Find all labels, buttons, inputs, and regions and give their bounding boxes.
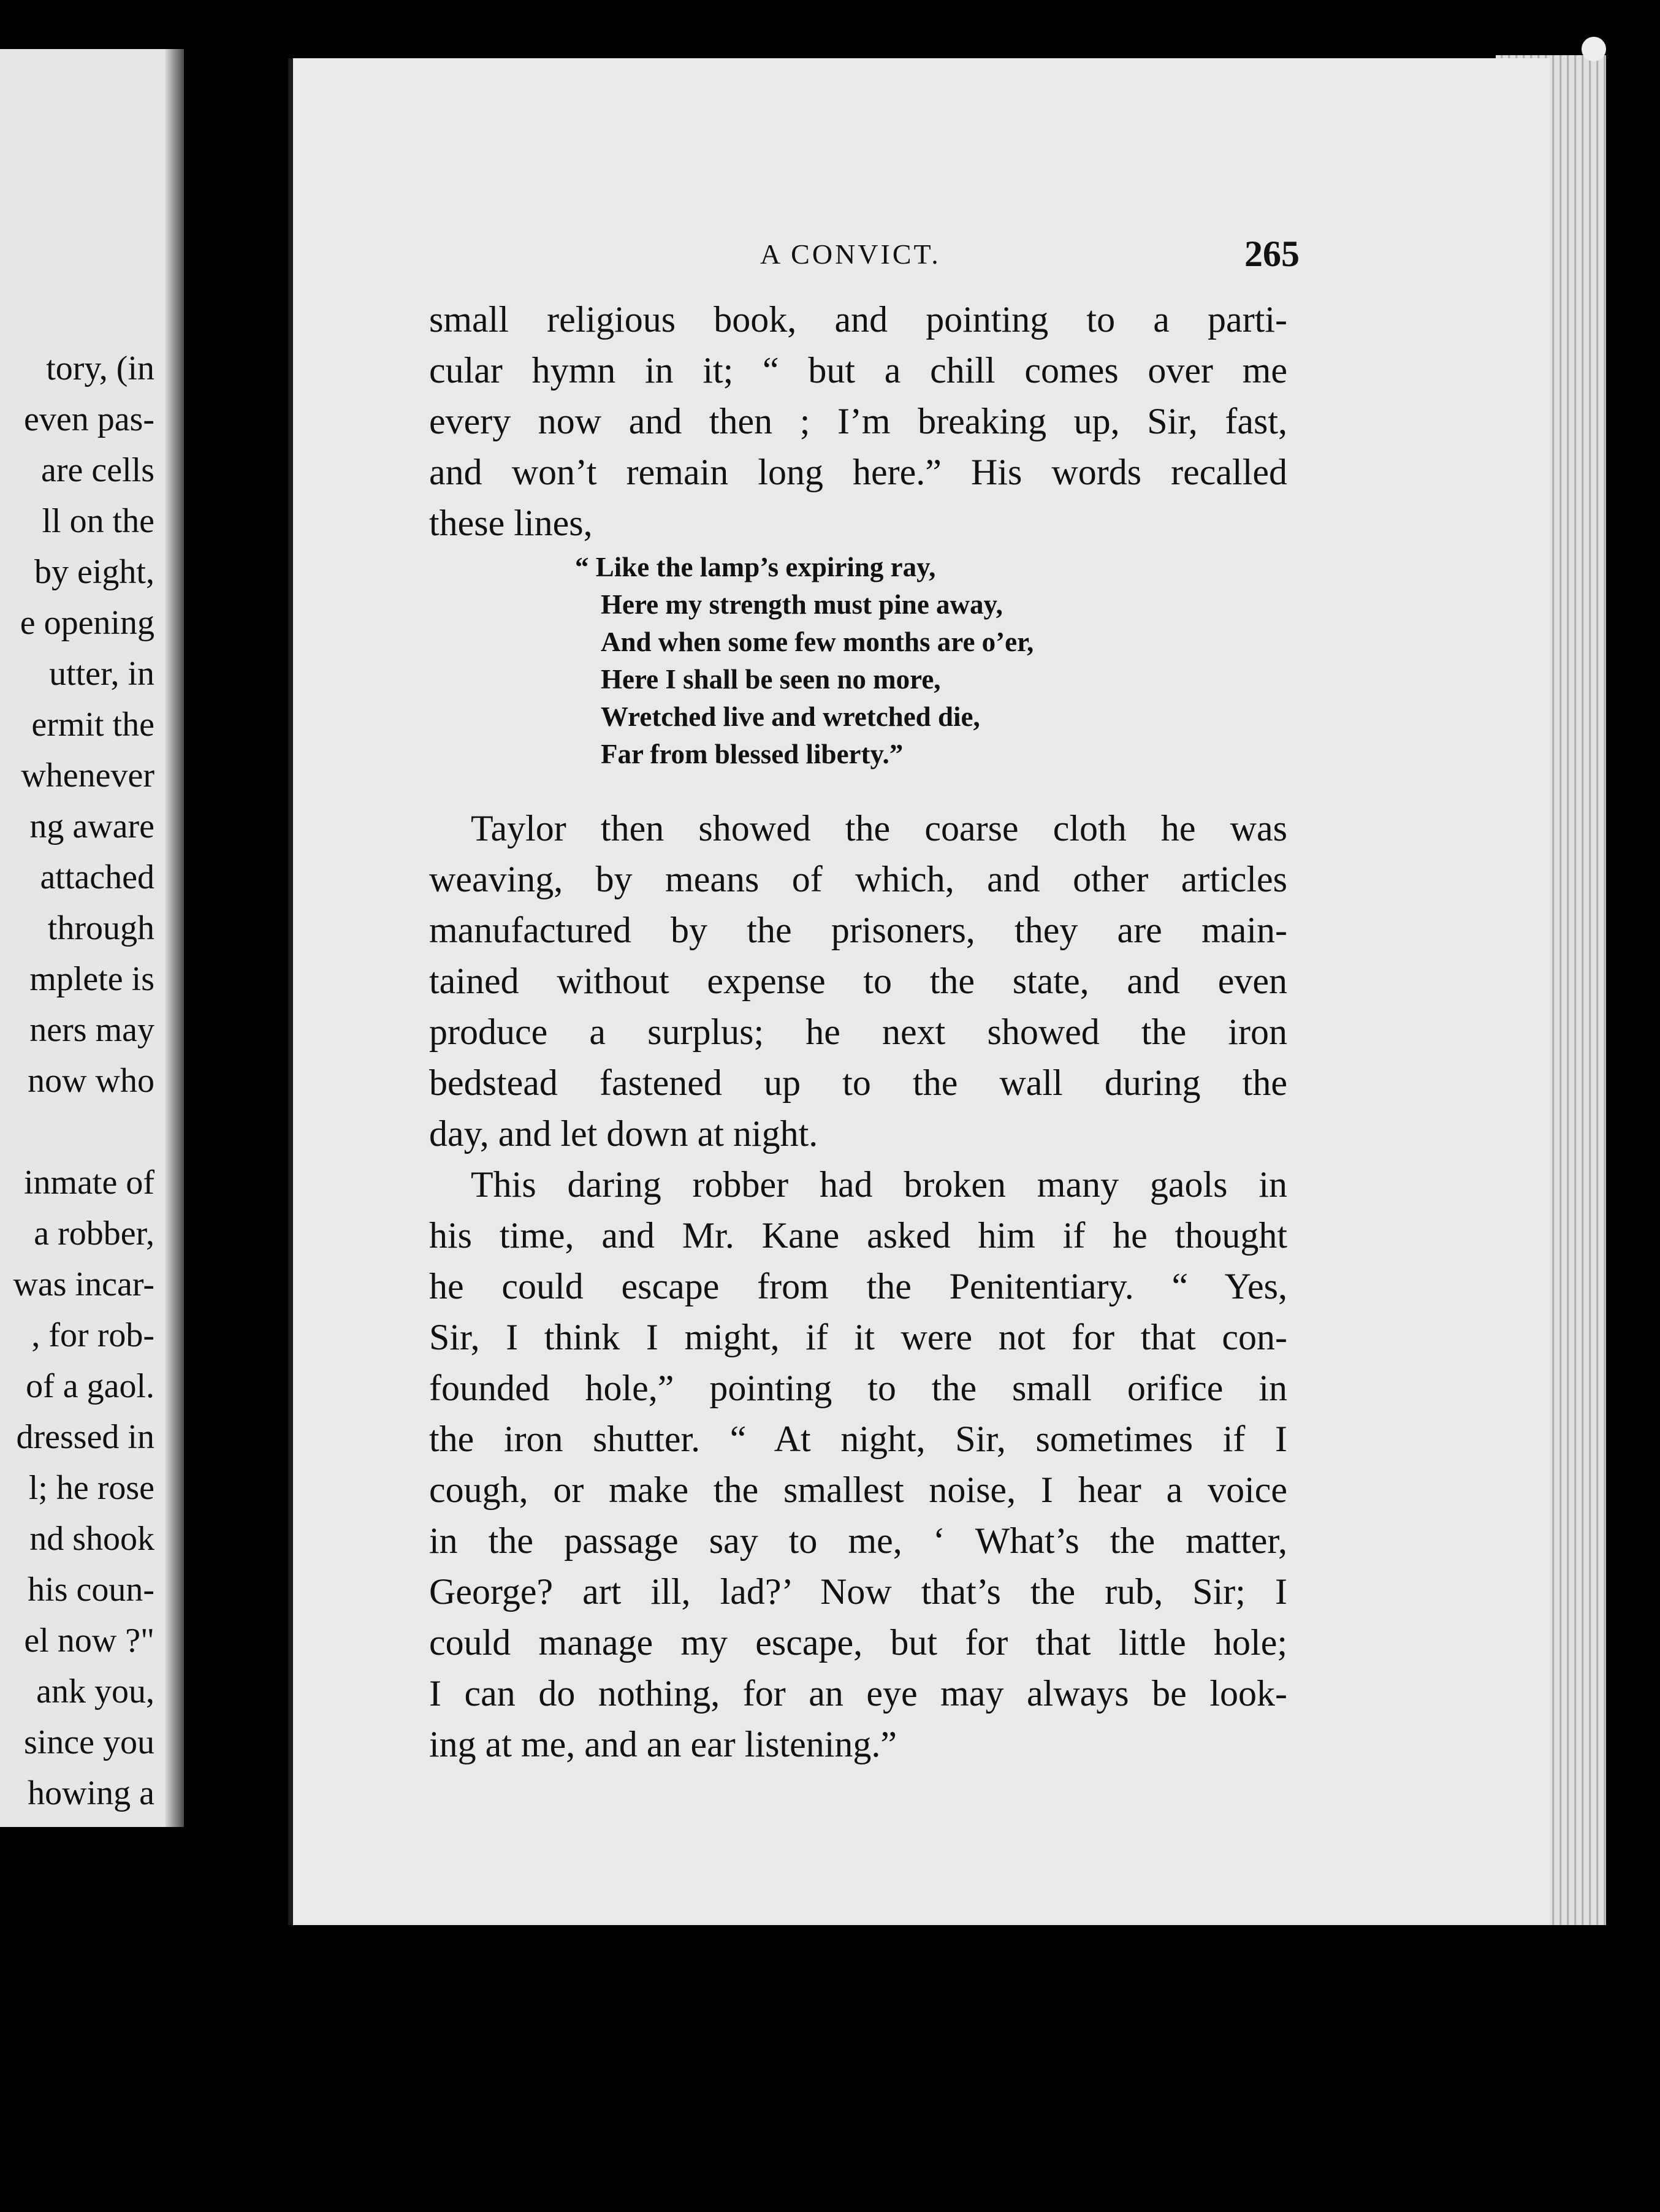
text-line: bedstead fastened up to the wall during the: [429, 1062, 1287, 1103]
left-line: ank you,: [36, 1672, 154, 1710]
text-line: I can do nothing, for an eye may always be look-: [429, 1673, 1287, 1714]
left-line: a robber,: [34, 1215, 154, 1253]
text-line: every now and then ; I’m breaking up, Sir, fast,: [429, 401, 1287, 441]
left-line: utter, in: [49, 655, 154, 693]
text-line: day, and let down at night.: [429, 1113, 818, 1154]
left-line: now who: [28, 1062, 154, 1100]
left-line: attached: [40, 858, 154, 896]
left-line: , for rob-: [31, 1316, 154, 1354]
text-line: Taylor then showed the coarse cloth he was: [471, 808, 1287, 849]
paragraphs-2-3: [429, 803, 1287, 1770]
text-line: tained without expense to the state, and even: [429, 961, 1287, 1001]
text-line: weaving, by means of which, and other articles: [429, 859, 1287, 899]
left-line: by eight,: [34, 553, 154, 591]
text-line: could manage my escape, but for that little hole;: [429, 1622, 1287, 1663]
verse-line: Far from blessed liberty.”: [601, 739, 904, 769]
verse-line: Here I shall be seen no more,: [601, 664, 941, 695]
left-line: ners may: [29, 1011, 154, 1049]
book-gutter: [166, 49, 184, 1827]
verse-quote: [575, 549, 1152, 773]
left-line: ng aware: [29, 807, 154, 845]
page-header: [760, 233, 1300, 276]
left-line: mplete is: [29, 960, 154, 998]
left-line: inmate of: [23, 1164, 154, 1202]
left-line: howing a: [28, 1774, 154, 1812]
left-line: of a gaol.: [26, 1367, 154, 1405]
left-line: are cells: [41, 451, 154, 489]
verse-line: Here my strength must pine away,: [601, 589, 1003, 620]
verse-line: Wretched live and wretched die,: [601, 701, 980, 732]
left-blank-line: [0, 1107, 154, 1157]
text-line: This daring robber had broken many gaols in: [471, 1164, 1287, 1205]
text-line: ing at me, and an ear listening.”: [429, 1724, 897, 1764]
left-line: through: [47, 909, 154, 947]
text-line: cough, or make the smallest noise, I hear a voice: [429, 1470, 1287, 1510]
left-line: el now ?": [24, 1622, 154, 1660]
paper-speck: [1582, 37, 1606, 61]
left-line: nd shook: [29, 1520, 154, 1558]
verse-line: And when some few months are o’er,: [601, 627, 1034, 657]
text-line: manufactured by the prisoners, they are main-: [429, 910, 1287, 950]
left-line: his coun-: [28, 1571, 154, 1609]
text-line: and won’t remain long here.” His words recalled: [429, 452, 1287, 492]
text-line: founded hole,” pointing to the small orifice in: [429, 1368, 1287, 1408]
left-line: dressed in: [16, 1418, 154, 1456]
left-line: tory, (in: [46, 349, 154, 387]
text-line: he could escape from the Penitentiary. “ Yes,: [429, 1266, 1287, 1306]
left-line: e opening: [20, 604, 154, 642]
left-page-text: [0, 343, 154, 1819]
verse-line: “ Like the lamp’s expiring ray,: [575, 552, 936, 582]
left-line: ermit the: [31, 706, 154, 744]
left-line: was incar-: [13, 1265, 154, 1303]
left-line: even pas-: [23, 400, 154, 438]
text-line: his time, and Mr. Kane asked him if he thought: [429, 1215, 1287, 1256]
text-line: these lines,: [429, 503, 593, 543]
text-line: in the passage say to me, ‘ What’s the matter,: [429, 1520, 1287, 1561]
text-line: the iron shutter. “ At night, Sir, sometimes if I: [429, 1419, 1287, 1459]
text-line: produce a surplus; he next showed the iron: [429, 1012, 1287, 1052]
text-line: small religious book, and pointing to a parti-: [429, 299, 1287, 340]
text-line: George? art ill, lad?’ Now that’s the rub, Sir; I: [429, 1571, 1287, 1612]
text-line: cular hymn in it; “ but a chill comes over me: [429, 350, 1287, 391]
paragraph-1: [429, 294, 1287, 549]
left-page: [0, 49, 184, 1827]
left-line: ll on the: [42, 502, 154, 540]
page-number: 265: [1244, 234, 1300, 274]
running-head: A CONVICT.: [760, 238, 941, 270]
left-line: since you: [23, 1723, 154, 1761]
left-line: l; he rose: [28, 1469, 154, 1507]
text-line: Sir, I think I might, if it were not for that con-: [429, 1317, 1287, 1357]
left-line: whenever: [21, 757, 154, 795]
